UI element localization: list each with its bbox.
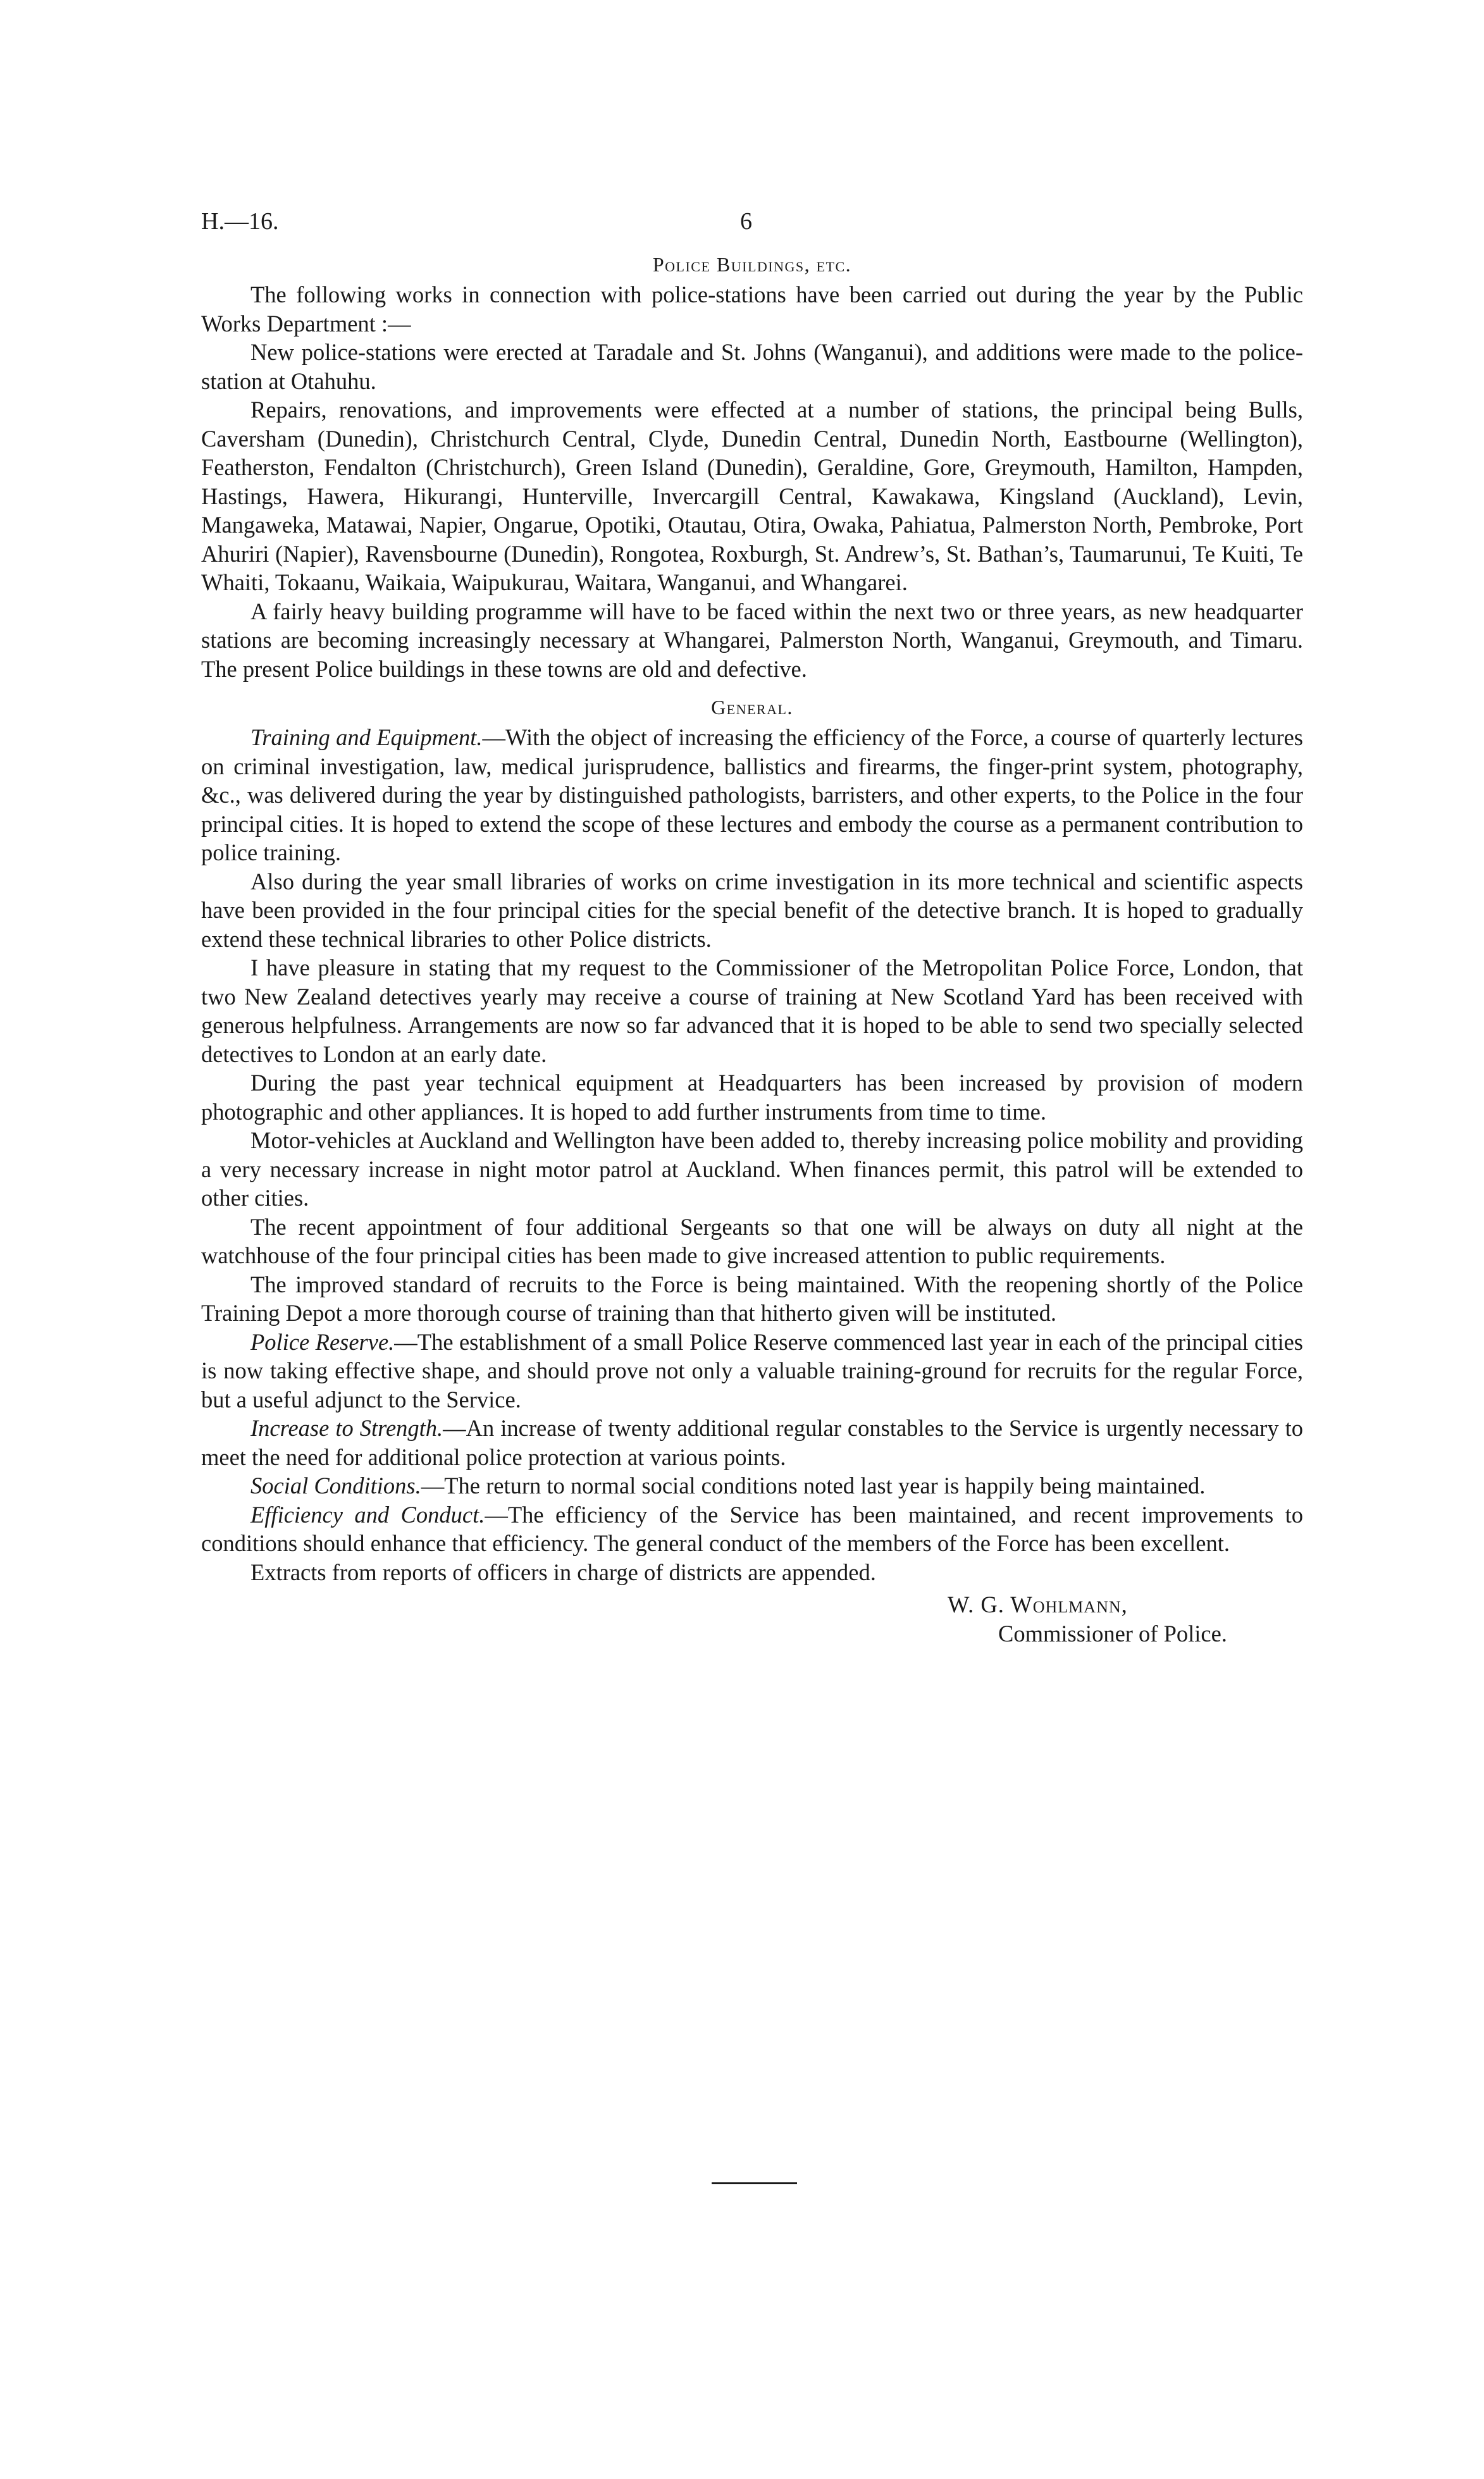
paragraph-text: Also during the year small libraries of works on crime investigation in its more technical and scientific aspects have been provided in the four principal cities for the special benefit of the detective branch. It is hoped to gradually extend these technical libraries to other Police districts. <box>201 868 1303 952</box>
paragraph-text: —With the object of increasing the efficiency of the Force, a course of quarterly lectures on criminal investigation, law, medical jurisprudence, ballistics and firearms, the finger-print system, photography, &c., was delivered during the year by distinguished pathologists, barristers, and other experts, to the Police in the four principal cities. It is hoped to extend the scope of these lectures and embody the course as a permanent contribution to police training. <box>201 724 1304 865</box>
paragraph-text: —The efficiency of the Service has been maintained, and recent improvements to conditions should enhance that efficiency. The general conduct of the members of the Force has been excellent. <box>201 1501 1303 1556</box>
signatory-title: Commissioner of Police. <box>998 1620 1227 1647</box>
section-police-buildings <box>201 253 1303 683</box>
paragraph <box>201 1500 1303 1558</box>
paragraph <box>201 597 1303 684</box>
paragraph-lead: Efficiency and Conduct. <box>250 1501 485 1528</box>
paragraph <box>201 1213 1303 1270</box>
paragraph <box>201 723 1303 867</box>
paragraph-text: —The return to normal social conditions noted last year is happily being maintained. <box>421 1473 1206 1499</box>
section-heading: Police Buildings, etc. <box>652 253 852 276</box>
paragraph-lead: Social Conditions. <box>250 1473 421 1499</box>
paragraph-lead: Training and Equipment. <box>250 724 483 750</box>
paragraph-text: The following works in connection with police-stations have been carried out during the year by the Public Works Department :— <box>201 281 1303 337</box>
paragraph-text: The improved standard of recruits to the Force is being maintained. With the reopening shortly of the Police Training Depot a more thorough course of training than that hitherto given will be instituted. <box>201 1271 1303 1326</box>
paragraph-text: —An increase of twenty additional regular constables to the Service is urgently necessary to meet the need for additional police protection at various points. <box>201 1415 1303 1470</box>
paragraph-text: —The establishment of a small Police Reserve commenced last year in each of the principal cities is now taking effective shape, and should prove not only a valuable training-ground for recruits for the regular Force, but a useful adjunct to the Service. <box>201 1328 1303 1413</box>
paragraph <box>201 867 1303 954</box>
paragraph-text: Extracts from reports of officers in charge of districts are appended. <box>250 1559 876 1585</box>
paragraph-text: Repairs, renovations, and improvements were effected at a number of stations, the principal being Bulls, Caversham (Dunedin), Christchurch Central, Clyde, Dunedin Central, Dunedin North, Eastbourne (Wellington), Featherston, Fendalton (Christchurch), Green Island (Dunedin), Geraldine, Gore, Greymouth, Hamilton, Hampden, Hastings, Hawera, Hikurangi, Hunterville, Invercargill Central, Kawakawa, Kingsland (Auckland), Levin, Mangaweka, Matawai, Napier, Ongarue, Opotiki, Otautau, Otira, Owaka, Pahiatua, Palmerston North, Pembroke, Port Ahuriri (Napier), Ravensbourne (Dunedin), Rongotea, Roxburgh, St. Andrew’s, St. Bathan’s, Taumarunui, Te Kuiti, Te Whaiti, Tokaanu, Waikaia, Waipukurau, Waitara, Wanganui, and Whangarei. <box>201 397 1303 595</box>
paragraph <box>201 1126 1303 1213</box>
signatory-name: W. G. Wohlmann, <box>948 1592 1128 1617</box>
paragraph <box>201 1068 1303 1126</box>
page-number: 6 <box>740 208 752 235</box>
section-general <box>201 696 1303 1586</box>
paragraph <box>201 1328 1303 1414</box>
paragraph-text: Motor-vehicles at Auckland and Wellington have been added to, thereby increasing police mobility and providing a very necessary increase in night motor patrol at Auckland. When finances permit, this patrol will be extended to other cities. <box>201 1127 1303 1211</box>
paragraph <box>201 280 1303 338</box>
paragraph-text: The recent appointment of four additional Sergeants so that one will be always on duty all night at the watchhouse of the four principal cities has been made to give increased attention to public requirements. <box>201 1213 1303 1268</box>
page-header <box>201 202 1303 240</box>
paragraph <box>201 1414 1303 1471</box>
page <box>201 202 1303 1648</box>
paragraph <box>201 1270 1303 1328</box>
paragraph-text: I have pleasure in stating that my request to the Commissioner of the Metropolitan Police Force, London, that two New Zealand detectives yearly may receive a course of training at New Scotland Yard has been received with generous helpfulness. Arrangements are now so far advanced that it is hoped to be able to send two specially selected detectives to London at an early date. <box>201 955 1303 1067</box>
paragraph <box>201 395 1303 597</box>
paragraph <box>201 953 1303 1068</box>
end-rule <box>712 2182 797 2184</box>
document-reference: H.—16. <box>201 208 279 235</box>
paragraph <box>201 1558 1303 1587</box>
section-heading: General. <box>711 696 793 719</box>
paragraph <box>201 1471 1303 1500</box>
paragraph <box>201 338 1303 395</box>
signature-block <box>201 1590 1303 1648</box>
paragraph-text: New police-stations were erected at Taradale and St. Johns (Wanganui), and additions were made to the police-station at Otahuhu. <box>201 339 1303 394</box>
paragraph-lead: Police Reserve. <box>250 1328 395 1355</box>
paragraph-text: During the past year technical equipment at Headquarters has been increased by provision of modern photographic and other appliances. It is hoped to add further instruments from time to time. <box>201 1070 1303 1125</box>
paragraph-lead: Increase to Strength. <box>250 1415 443 1441</box>
paragraph-text: A fairly heavy building programme will have to be faced within the next two or three years, as new headquarter stations are becoming increasingly necessary at Whangarei, Palmerston North, Wanganui, Greymouth, and Timaru. The present Police buildings in these towns are old and defective. <box>201 598 1303 682</box>
